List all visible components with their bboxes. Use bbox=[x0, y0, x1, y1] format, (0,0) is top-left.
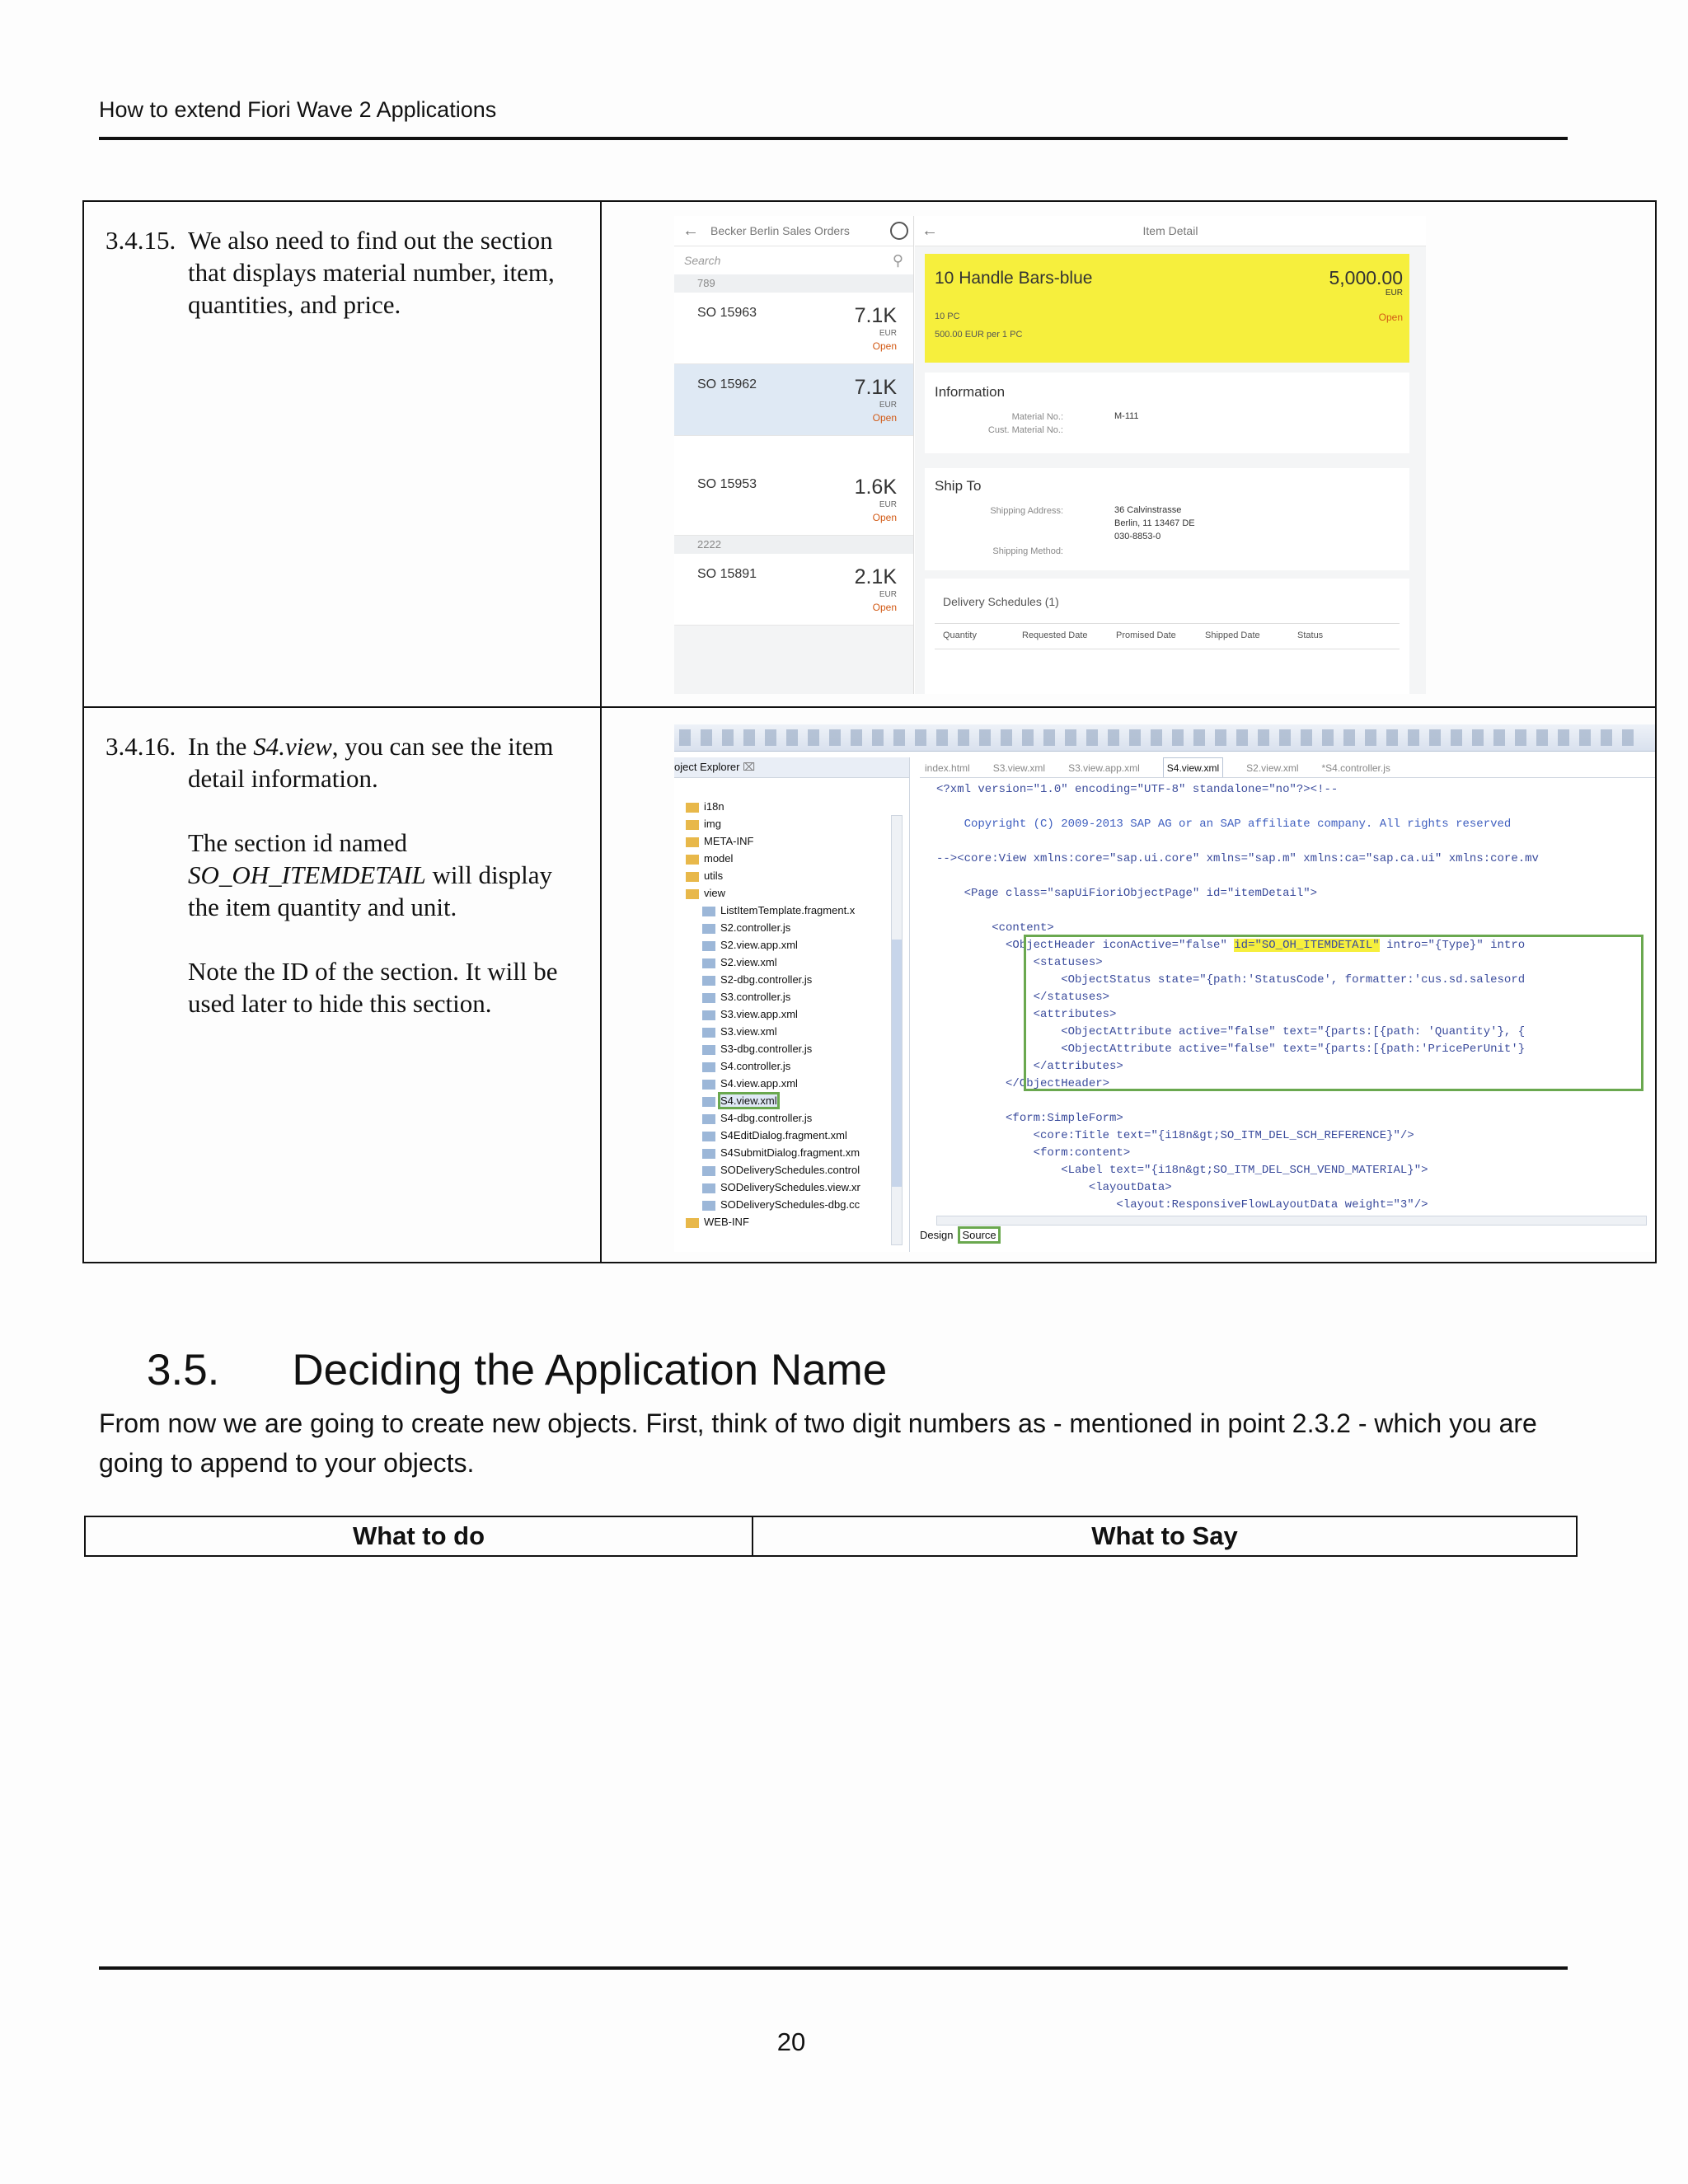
tree-item[interactable]: S4.view.app.xml bbox=[674, 1075, 909, 1092]
body-paragraph: From now we are going to create new objects. First, think of two digit numbers as - mentioned in point 2.3.2 - which you are going to append to your objects. bbox=[99, 1408, 1537, 1478]
file-icon bbox=[702, 1201, 715, 1211]
list-item[interactable]: SO 15891 2.1K EUR Open bbox=[674, 554, 913, 626]
tree-item[interactable]: S3.view.app.xml bbox=[674, 1005, 909, 1023]
file-icon bbox=[702, 976, 715, 986]
shipping-method-label: Shipping Method: bbox=[992, 546, 1063, 556]
explorer-toolbar bbox=[674, 778, 909, 798]
file-icon bbox=[702, 1132, 715, 1141]
tree-item[interactable]: S3.view.xml bbox=[674, 1023, 909, 1040]
section-number: 3.5. bbox=[147, 1346, 220, 1394]
section-title: Deciding the Application Name bbox=[292, 1346, 888, 1394]
folder-icon bbox=[686, 872, 699, 882]
folder-icon bbox=[686, 803, 699, 813]
code-line: <ObjectStatus state="{path:'StatusCode', formatter:'cus.sd.salesord bbox=[936, 973, 1526, 987]
tree-item[interactable]: S4.controller.js bbox=[674, 1057, 909, 1075]
file-icon bbox=[702, 1114, 715, 1124]
code-line: <ObjectHeader iconActive="false" id="SO_OH_ITEMDETAIL" intro="{Type}" intro bbox=[936, 939, 1526, 952]
master-list bbox=[674, 216, 914, 694]
item-unit-price: 500.00 EUR per 1 PC bbox=[935, 330, 1023, 340]
editor-tab[interactable]: S2.view.xml bbox=[1246, 762, 1299, 774]
ship-to-panel bbox=[925, 468, 1409, 570]
editor-bottom-tabs bbox=[920, 1229, 1001, 1241]
shipping-address-label: Shipping Address: bbox=[990, 506, 1063, 516]
tree-scrollbar[interactable] bbox=[891, 815, 903, 1245]
column-header: What to Say bbox=[753, 1516, 1577, 1556]
code-line: <ObjectAttribute active="false" text="{parts:[{path:'PricePerUnit'} bbox=[936, 1043, 1526, 1056]
step-row bbox=[83, 707, 1656, 1263]
page-header-title: How to extend Fiori Wave 2 Applications bbox=[99, 97, 497, 122]
code-line: <layout:ResponsiveFlowLayoutData weight="3"/> bbox=[936, 1198, 1428, 1212]
item-name: 10 Handle Bars-blue bbox=[935, 269, 1093, 288]
group-header: 789 bbox=[674, 274, 913, 293]
address-line: Berlin, 11 13467 DE bbox=[1114, 518, 1195, 528]
information-title: Information bbox=[935, 384, 1006, 400]
highlight-box bbox=[1024, 935, 1643, 1091]
file-icon bbox=[702, 1097, 715, 1107]
code-line: --><core:View xmlns:core="sap.ui.core" xmlns="sap.m" xmlns:ca="sap.ca.ui" xmlns:core.mv bbox=[936, 852, 1539, 865]
fiori-sales-orders-screenshot bbox=[674, 216, 1441, 694]
file-icon bbox=[702, 941, 715, 951]
tree-item[interactable]: S4SubmitDialog.fragment.xm bbox=[674, 1144, 909, 1161]
item-detail-pane bbox=[915, 216, 1426, 694]
list-item[interactable]: SO 15962 7.1K EUR Open bbox=[674, 364, 913, 436]
explorer-title: oject Explorer ⌧ bbox=[674, 757, 909, 778]
tree-item[interactable]: ListItemTemplate.fragment.x bbox=[674, 902, 909, 919]
step-number: 3.4.16. bbox=[106, 732, 176, 761]
eclipse-editor-screenshot bbox=[674, 724, 1655, 1252]
tree-item[interactable]: SODeliverySchedules-dbg.cc bbox=[674, 1196, 909, 1213]
code-line: <layoutData> bbox=[936, 1181, 1172, 1194]
editor-tab[interactable]: S3.view.app.xml bbox=[1068, 762, 1140, 774]
cust-material-label: Cust. Material No.: bbox=[987, 425, 1063, 435]
step-note: The section id named SO_OH_ITEMDETAIL will display the item quantity and unit. bbox=[188, 828, 553, 921]
tree-item[interactable]: S4EditDialog.fragment.xml bbox=[674, 1127, 909, 1144]
code-line: <?xml version="1.0" encoding="UTF-8" standalone="no"?><!-- bbox=[936, 783, 1339, 796]
file-icon bbox=[702, 1062, 715, 1072]
step-text: In the S4.view, you can see the item detail information. bbox=[188, 732, 554, 793]
material-no-value: M-111 bbox=[1114, 411, 1139, 421]
header-rule bbox=[99, 137, 1568, 140]
address-line: 030-8853-0 bbox=[1114, 532, 1161, 541]
item-currency: EUR bbox=[1385, 288, 1403, 298]
code-line: </statuses> bbox=[936, 991, 1110, 1004]
tab-source[interactable]: Source bbox=[958, 1226, 1000, 1244]
code-line: Copyright (C) 2009-2013 SAP AG or an SAP affiliate company. All rights reserved bbox=[936, 818, 1512, 831]
tree-item[interactable]: S2.view.xml bbox=[674, 954, 909, 971]
h-scrollbar[interactable] bbox=[936, 1216, 1647, 1226]
file-icon bbox=[702, 993, 715, 1003]
ship-to-title: Ship To bbox=[935, 478, 982, 494]
code-line: <form:SimpleForm> bbox=[936, 1112, 1123, 1125]
tree-item[interactable]: utils bbox=[674, 867, 909, 884]
step-text-cell bbox=[83, 707, 601, 1263]
code-line: </ObjectHeader> bbox=[936, 1077, 1110, 1090]
file-icon bbox=[702, 907, 715, 916]
tree-item[interactable]: META-INF bbox=[674, 832, 909, 850]
steps-table bbox=[82, 200, 1657, 1263]
file-icon bbox=[702, 924, 715, 934]
file-icon bbox=[702, 1166, 715, 1176]
what-to-do-table bbox=[84, 1516, 1578, 1557]
detail-back-arrow-icon[interactable]: ← bbox=[921, 221, 938, 240]
group-header: 2222 bbox=[674, 536, 913, 554]
folder-icon bbox=[686, 1218, 699, 1228]
code-line: <attributes> bbox=[936, 1008, 1117, 1021]
tree-item[interactable]: model bbox=[674, 850, 909, 867]
tree-item[interactable]: WEB-INF bbox=[674, 1213, 909, 1230]
editor-tab[interactable]: S3.view.xml bbox=[992, 762, 1046, 774]
page-number: 20 bbox=[776, 2027, 806, 2056]
code-line: <statuses> bbox=[936, 956, 1103, 969]
master-title: Becker Berlin Sales Orders bbox=[710, 224, 850, 237]
item-header-highlight bbox=[925, 254, 1409, 363]
file-icon bbox=[702, 1045, 715, 1055]
file-icon bbox=[702, 958, 715, 968]
item-qty: 10 PC bbox=[935, 312, 960, 321]
material-no-label: Material No.: bbox=[1011, 412, 1063, 422]
tree-item[interactable]: S3-dbg.controller.js bbox=[674, 1040, 909, 1057]
file-icon bbox=[702, 1080, 715, 1090]
ide-toolbar bbox=[674, 724, 1655, 752]
file-icon bbox=[702, 1028, 715, 1038]
schedules-title: Delivery Schedules (1) bbox=[943, 595, 1059, 608]
back-arrow-icon[interactable]: ← bbox=[682, 221, 699, 240]
step-image-cell bbox=[601, 201, 1656, 707]
search-placeholder: Search bbox=[684, 254, 721, 267]
project-explorer bbox=[674, 757, 910, 1252]
step-row bbox=[83, 201, 1656, 707]
step-image-cell bbox=[601, 707, 1656, 1263]
step-text-cell bbox=[83, 201, 601, 707]
search-field[interactable] bbox=[674, 246, 913, 274]
search-icon[interactable]: ⚲ bbox=[892, 251, 903, 269]
footer-rule bbox=[99, 1966, 1568, 1970]
step-number: 3.4.15. bbox=[106, 226, 176, 255]
code-line: <Label text="{i18n&gt;SO_ITM_DEL_SCH_VEND_MATERIAL}"> bbox=[936, 1164, 1428, 1177]
list-item[interactable]: SO 15963 7.1K EUR Open bbox=[674, 293, 913, 364]
tab-design[interactable]: Design bbox=[920, 1229, 954, 1241]
tree-item[interactable]: img bbox=[674, 815, 909, 832]
close-icon[interactable]: ⌧ bbox=[743, 761, 756, 773]
schedules-header-row: Quantity Requested Date Promised Date Shipped Date Status bbox=[935, 623, 1400, 649]
folder-icon bbox=[686, 855, 699, 865]
folder-icon bbox=[686, 837, 699, 847]
tree-item[interactable]: S4.view.xml bbox=[674, 1092, 909, 1109]
information-panel bbox=[925, 373, 1409, 453]
xml-editor bbox=[920, 757, 1655, 1252]
delivery-schedules-panel bbox=[925, 579, 1409, 694]
tree-item[interactable]: view bbox=[674, 884, 909, 902]
file-tree bbox=[674, 798, 909, 1230]
user-icon[interactable] bbox=[890, 222, 908, 240]
tree-item[interactable]: SODeliverySchedules.view.xr bbox=[674, 1179, 909, 1196]
address-line: 36 Calvinstrasse bbox=[1114, 505, 1182, 515]
item-amount: 5,000.00 bbox=[1329, 267, 1403, 288]
code-line: <ObjectAttribute active="false" text="{parts:[{path: 'Quantity'}, { bbox=[936, 1025, 1526, 1038]
tree-item[interactable]: S2.controller.js bbox=[674, 919, 909, 936]
tree-item[interactable]: S4-dbg.controller.js bbox=[674, 1109, 909, 1127]
code-line: <Page class="sapUiFioriObjectPage" id="itemDetail"> bbox=[936, 887, 1318, 900]
tree-item[interactable]: S3.controller.js bbox=[674, 988, 909, 1005]
code-line: <content> bbox=[936, 921, 1054, 935]
code-line: </attributes> bbox=[936, 1060, 1123, 1073]
tree-item[interactable]: SODeliverySchedules.control bbox=[674, 1161, 909, 1179]
toolbar-icons[interactable] bbox=[679, 729, 1635, 746]
step-note: Note the ID of the section. It will be used later to hide this section. bbox=[188, 957, 558, 1018]
tree-item[interactable]: S2.view.app.xml bbox=[674, 936, 909, 954]
editor-tab[interactable]: *S4.controller.js bbox=[1321, 762, 1390, 774]
file-icon bbox=[702, 1149, 715, 1159]
file-icon bbox=[702, 1183, 715, 1193]
folder-icon bbox=[686, 889, 699, 899]
detail-title: Item Detail bbox=[1142, 224, 1198, 237]
file-icon bbox=[702, 1010, 715, 1020]
list-item[interactable]: SO 15953 1.6K EUR Open bbox=[674, 436, 913, 536]
tree-item[interactable]: S2-dbg.controller.js bbox=[674, 971, 909, 988]
section-heading bbox=[147, 1345, 887, 1395]
column-header: What to do bbox=[85, 1516, 753, 1556]
folder-icon bbox=[686, 820, 699, 830]
code-area bbox=[920, 778, 1655, 1213]
editor-tabs bbox=[920, 757, 1655, 778]
item-status: Open bbox=[1378, 312, 1403, 323]
step-text: We also need to find out the section that displays material number, item, quantities, and price. bbox=[188, 226, 555, 319]
editor-tab[interactable]: index.html bbox=[925, 762, 970, 774]
code-line: <form:content> bbox=[936, 1146, 1131, 1160]
code-line: <core:Title text="{i18n&gt;SO_ITM_DEL_SCH_REFERENCE}"/> bbox=[936, 1129, 1414, 1142]
tree-item[interactable]: i18n bbox=[674, 798, 909, 815]
editor-tab[interactable]: S4.view.xml bbox=[1163, 757, 1223, 778]
